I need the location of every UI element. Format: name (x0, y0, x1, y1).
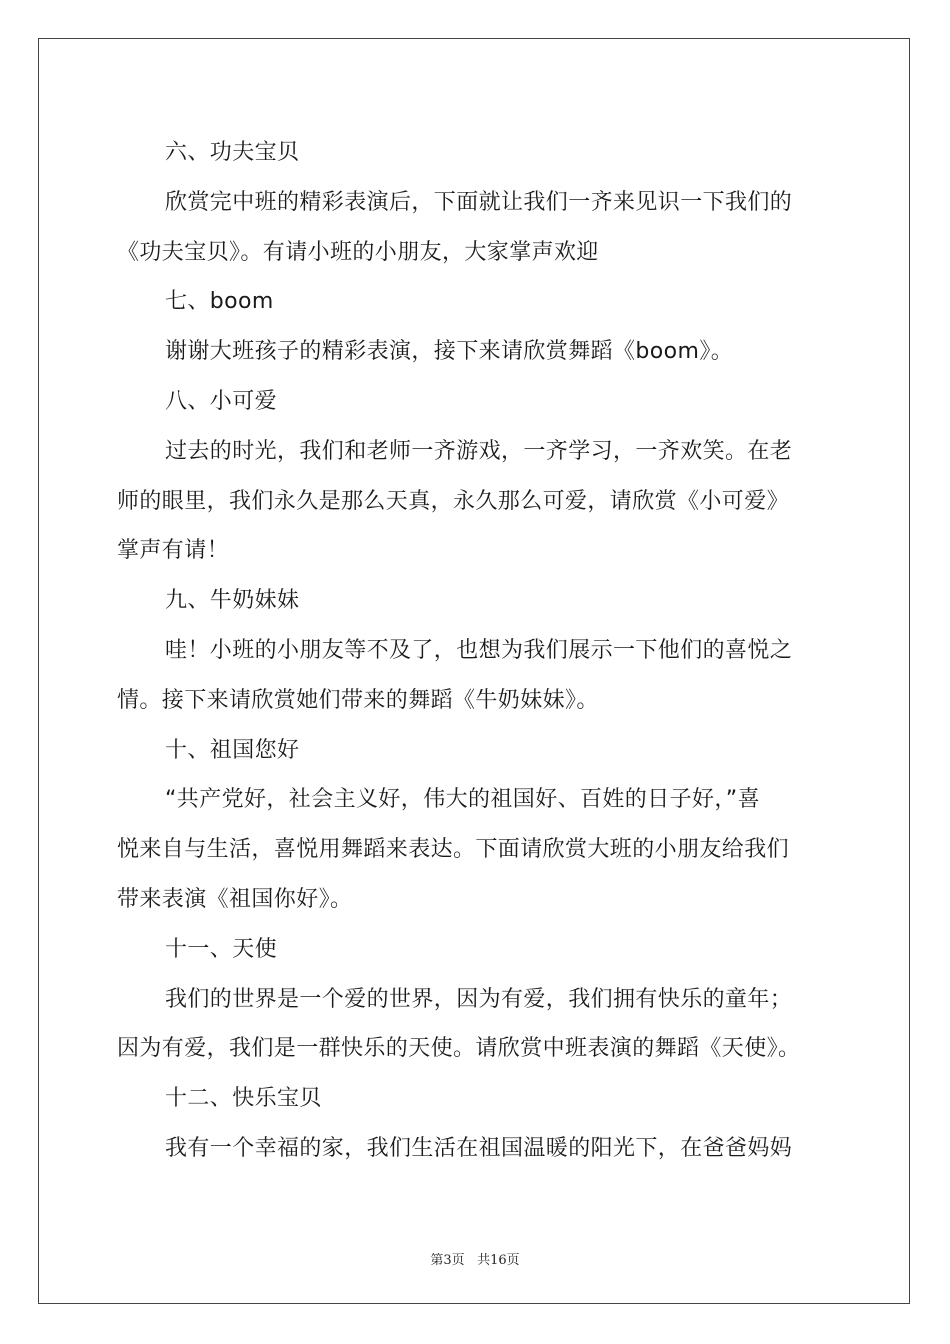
page-number: 第3页 (430, 1253, 465, 1268)
paragraph-line: 我们的世界是一个爱的世界，因为有爱，我们拥有快乐的童年； (165, 986, 793, 1012)
paragraph-line: 哇！小班的小朋友等不及了，也想为我们展示一下他们的喜悦之 (165, 637, 793, 663)
paragraph-line: 掌声有请！ (117, 538, 230, 564)
section-heading: 九、牛奶妹妹 (165, 588, 300, 614)
paragraph-line: 我有一个幸福的家，我们生活在祖国温暖的阳光下，在爸爸妈妈 (165, 1135, 793, 1161)
section-heading: 六、功夫宝贝 (165, 140, 300, 165)
section-heading: 八、小可爱 (165, 388, 278, 414)
section-heading: 十、祖国您好 (165, 737, 300, 763)
paragraph-line: 带来表演《祖国你好》。 (117, 886, 353, 912)
section-heading: 七、boom (165, 289, 274, 315)
document-body (117, 128, 837, 1174)
paragraph-line: 因为有爱，我们是一群快乐的天使。请欣赏中班表演的舞蹈《天使》。 (117, 1036, 801, 1062)
paragraph-line: 悦来自与生活，喜悦用舞蹈来表达。下面请欣赏大班的小朋友给我们 (117, 837, 790, 863)
paragraph-line: 欣赏完中班的精彩表演后，下面就让我们一齐来见识一下我们的 (165, 189, 793, 215)
page-footer (0, 1249, 950, 1268)
total-pages: 共16页 (477, 1253, 520, 1268)
paragraph-line: 师的眼里，我们永久是那么天真，永久那么可爱，请欣赏《小可爱》 (117, 488, 790, 514)
section-heading: 十二、快乐宝贝 (165, 1086, 322, 1112)
paragraph-line: 情。接下来请欣赏她们带来的舞蹈《牛奶妹妹》。 (117, 687, 599, 713)
section-heading: 十一、天使 (165, 936, 278, 962)
paragraph-line: 过去的时光，我们和老师一齐游戏，一齐学习，一齐欢笑。在老 (165, 438, 793, 464)
paragraph-line: 《功夫宝贝》。有请小班的小朋友，大家掌声欢迎 (117, 239, 599, 265)
paragraph-line: “共产党好，社会主义好，伟大的祖国好、百姓的日子好，”喜 (165, 787, 760, 813)
paragraph-line: 谢谢大班孩子的精彩表演，接下来请欣赏舞蹈《boom》。 (165, 339, 734, 365)
